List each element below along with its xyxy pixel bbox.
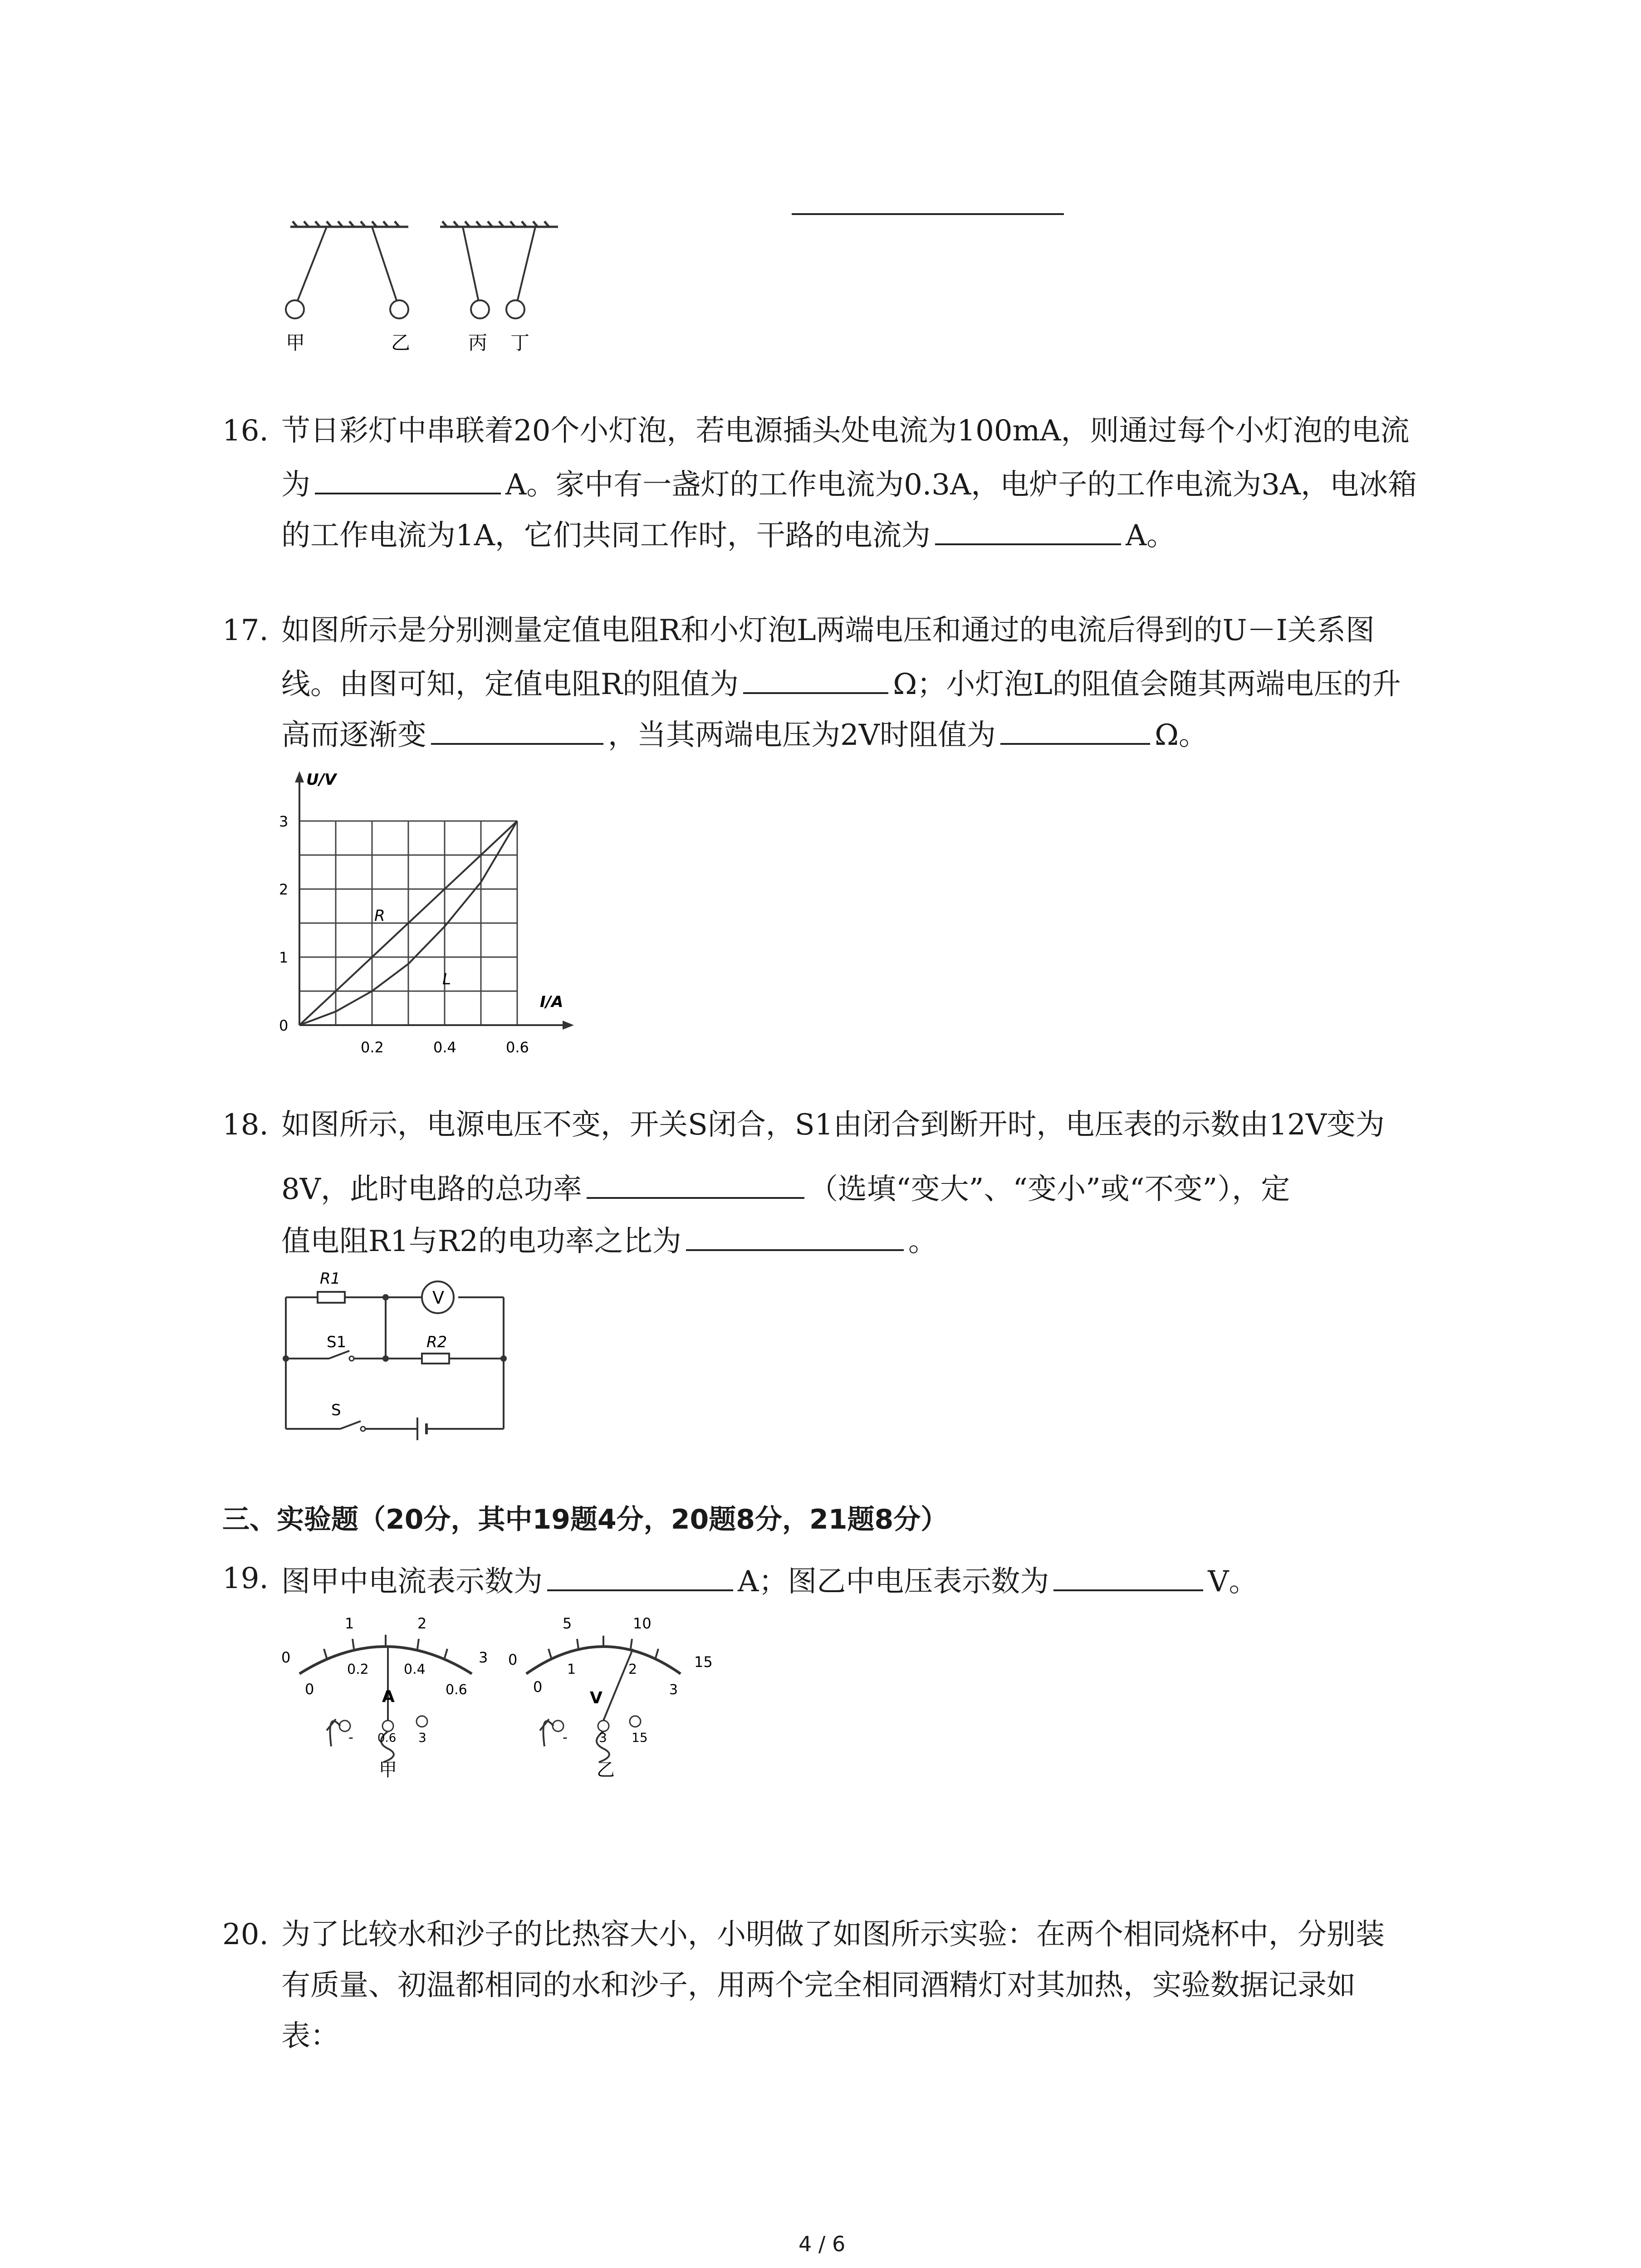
switch-s-contact [361,1427,365,1431]
q17-line3-c: Ω。 [1154,719,1208,752]
q17-line1: 如图所示是分别测量定值电阻R和小灯泡L两端电压和通过的电流后得到的U－I关系图 [281,614,1375,647]
string-yi [372,227,397,302]
q18-line2 [281,1168,1290,1207]
chart-labels [279,771,563,1056]
q18-line1 [281,1107,1385,1143]
ammeter-terminal-label-neg: - [348,1730,353,1745]
voltmeter-terminal-15 [630,1716,641,1727]
q20-number: 20. [222,1918,269,1951]
ammeter-terminal-label-06: 0.6 [377,1731,397,1745]
q16-blank-1[interactable] [315,464,501,494]
voltmeter-lower-2: 2 [628,1662,637,1677]
q16-line3-a: 的工作电流为1A，它们共同工作时，干路的电流为 [281,519,931,552]
answer-line-top [792,213,1064,215]
q20-line2: 有质量、初温都相同的水和沙子，用两个完全相同酒精灯对其加热，实验数据记录如 [281,1969,1356,2002]
ammeter-lower-0: 0 [305,1681,314,1698]
q16-line3-b: A。 [1125,519,1176,552]
q17-blank-2[interactable] [431,714,603,745]
x-tick-label: 0.4 [433,1039,456,1056]
q16-number: 16. [222,414,269,448]
q19-line1-b: A；图乙中电压表示数为 [738,1565,1049,1598]
q18-blank-2[interactable] [686,1220,904,1251]
voltmeter-terminal-label-3: 3 [599,1730,607,1745]
voltmeter-upper-0: 0 [508,1651,518,1668]
ammeter-figure [277,1606,495,1778]
ammeter-terminal-label-3: 3 [418,1730,426,1745]
voltmeter-terminal-label-15: 15 [632,1730,648,1745]
q17-line3 [281,714,1208,753]
ammeter-caption: 甲 [379,1760,397,1778]
voltmeter-upper-2: 10 [633,1615,652,1632]
ammeter-unit: A [382,1687,395,1706]
y-tick-label: 2 [279,881,289,898]
y-tick-label: 0 [279,1017,289,1034]
x-tick-label: 0.6 [506,1039,529,1056]
switch-s [340,1421,361,1429]
q17-line2 [281,663,1401,703]
q18-line3-a: 值电阻R1与R2的电功率之比为 [281,1225,681,1258]
junction-1 [382,1294,389,1300]
pendulum-figure [272,213,590,363]
q17-number: 17. [222,614,269,647]
ceiling-left [290,221,408,227]
q16-line1: 节日彩灯中串联着20个小灯泡，若电源插头处电流为100mA，则通过每个小灯泡的电流 [281,414,1410,448]
switch-s1-contact [349,1356,354,1361]
q18-blank-1[interactable] [587,1168,804,1199]
label-r2: R2 [426,1333,447,1351]
x-axis-title: I/A [540,993,563,1011]
ui-chart [268,753,594,1066]
junction-3 [283,1355,289,1362]
series-label-L: L [442,970,451,988]
label-jia: 甲 [286,332,305,354]
q16-line2 [281,464,1417,503]
label-r1: R1 [320,1270,341,1288]
q18-line1-text: 如图所示，电源电压不变，开关S闭合，S1由闭合到断开时，电压表的示数由12V变为 [281,1108,1385,1142]
junction-4 [500,1355,507,1362]
q19-number: 19. [222,1562,269,1595]
ammeter-upper-1: 1 [345,1615,354,1632]
y-axis-title: U/V [306,771,337,789]
q17-line3-a: 高而逐渐变 [281,719,426,752]
string-ding [517,227,535,302]
page-number: 4 / 6 [798,2232,846,2256]
q18-line2-a: 8V，此时电路的总功率 [281,1173,582,1206]
ball-ding [506,300,524,318]
voltmeter-terminal-label-neg: - [563,1730,568,1745]
voltmeter-caption: 乙 [597,1760,615,1778]
voltmeter-unit: V [590,1689,603,1707]
circuit-diagram [277,1266,513,1447]
label-bing: 丙 [468,332,488,354]
q18-number: 18. [222,1108,269,1142]
q19-line1-c: V。 [1208,1565,1258,1598]
q17-line2-a: 线。由图可知，定值电阻R的阻值为 [281,668,739,701]
x-tick-label: 0.2 [361,1039,384,1056]
ammeter-lower-3: 0.6 [446,1682,467,1698]
voltmeter-upper-1: 5 [563,1615,572,1632]
voltmeter-lower-0: 0 [533,1678,543,1696]
q20-line3: 表： [281,2019,339,2053]
q17-line2-b: Ω；小灯泡L的阻值会随其两端电压的升 [893,668,1401,701]
y-tick-label: 1 [279,949,289,966]
q19-blank-2[interactable] [1053,1560,1203,1591]
voltmeter-wire-left [540,1719,554,1746]
q16-blank-2[interactable] [935,514,1121,545]
y-axis-arrow [295,771,304,782]
ammeter-upper-3: 3 [479,1649,488,1666]
label-s1: S1 [327,1333,347,1351]
ceiling-right [440,221,558,227]
q16-line2-a: 为 [281,468,310,502]
ammeter-terminal-06 [382,1721,393,1731]
ammeter-lower-1: 0.2 [347,1662,369,1677]
q17-blank-1[interactable] [743,663,888,694]
string-bing [463,227,479,302]
resistor-r2 [422,1354,449,1364]
y-tick-label: 3 [279,813,289,830]
junction-2 [382,1355,389,1362]
q19-line1 [281,1560,1258,1600]
q17-blank-3[interactable] [1000,714,1150,745]
ammeter-terminal-3 [416,1716,427,1727]
q16-line2-b: A。家中有一盏灯的工作电流为0.3A，电炉子的工作电流为3A，电冰箱 [505,468,1417,502]
q17-line3-b: ，当其两端电压为2V时阻值为 [608,719,996,752]
q16-line3 [281,514,1176,554]
ammeter-upper-2: 2 [417,1615,427,1632]
label-s: S [331,1401,341,1419]
voltmeter-terminal-neg [553,1721,563,1731]
switch-s1 [329,1351,349,1359]
q19-line1-a: 图甲中电流表示数为 [281,1565,543,1598]
resistor-r1 [318,1292,345,1303]
voltmeter-lower-3: 3 [669,1682,678,1698]
ball-jia [286,300,304,318]
voltmeter-figure [499,1606,726,1778]
voltmeter-upper-3: 15 [694,1653,713,1671]
ammeter-wire-left [327,1719,340,1746]
ammeter-upper-0: 0 [281,1649,291,1666]
q18-line3-b: 。 [908,1225,937,1258]
section-title: 三、实验题（20分，其中19题4分，20题8分，21题8分） [222,1504,948,1535]
q20-line1: 为了比较水和沙子的比热容大小，小明做了如图所示实验：在两个相同烧杯中，分别装 [281,1918,1385,1951]
q19-blank-1[interactable] [547,1560,733,1591]
ball-yi [390,300,408,318]
string-jia [297,227,327,302]
voltmeter-needle [601,1649,633,1726]
q18-line3 [281,1220,937,1260]
q18-line2-b: （选填“变大”、“变小”或“不变”），定 [808,1173,1290,1206]
ammeter-lower-2: 0.4 [404,1662,426,1677]
label-yi: 乙 [391,332,411,354]
ball-bing [471,300,489,318]
series-label-R: R [374,907,385,925]
label-ding: 丁 [510,332,530,354]
voltmeter-label: V [432,1288,444,1308]
x-axis-arrow [563,1021,574,1030]
voltmeter-lower-1: 1 [567,1662,576,1677]
